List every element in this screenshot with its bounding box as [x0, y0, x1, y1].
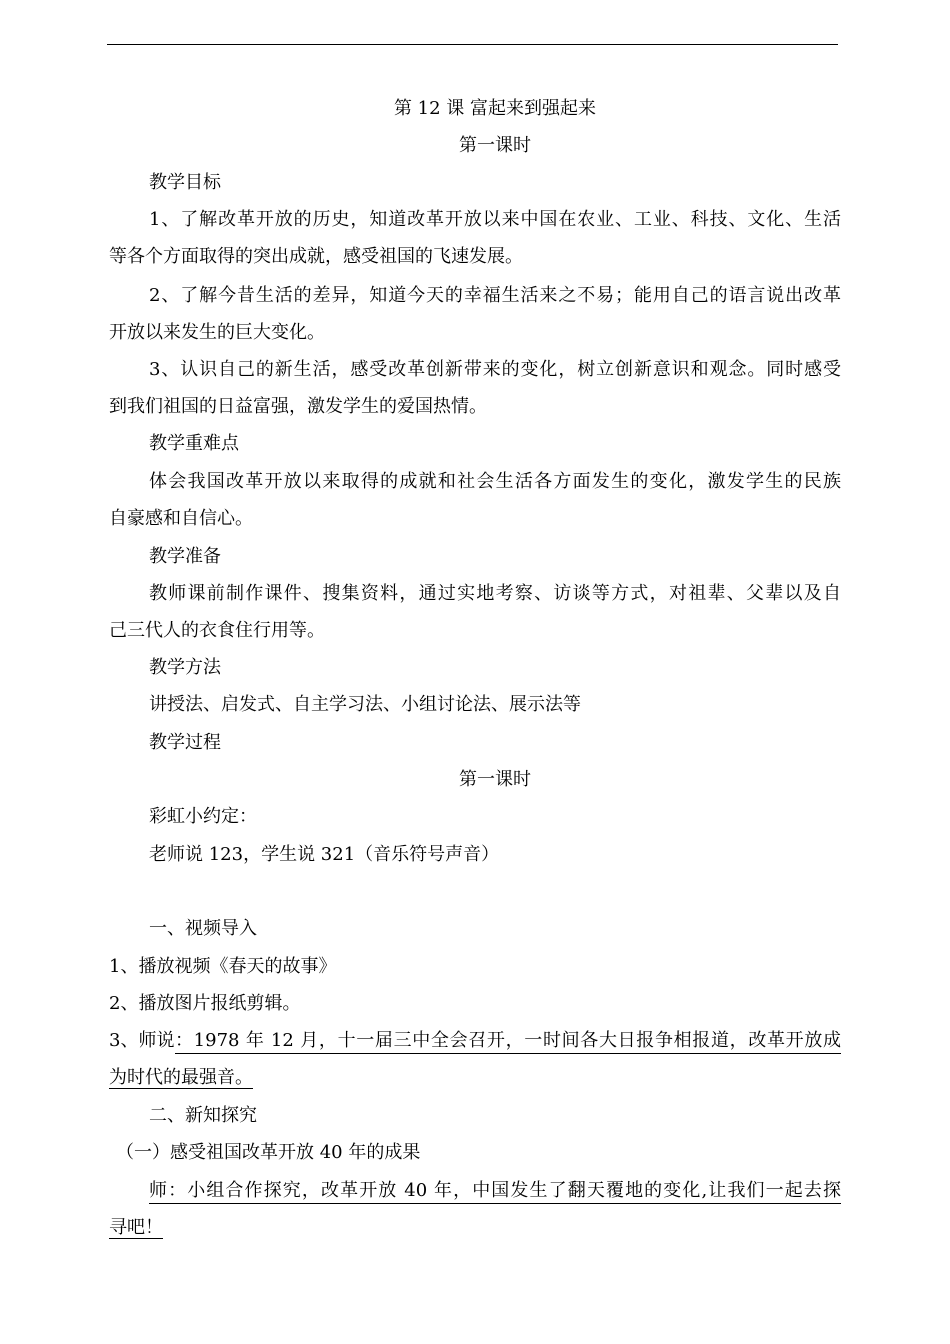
page-subtitle: 第一课时: [459, 135, 531, 156]
period-title: 第一课时: [459, 769, 531, 790]
preparation-heading: 教学准备: [149, 546, 221, 567]
process-heading: 教学过程: [149, 732, 221, 753]
part-2-heading: 二、新知探究: [149, 1105, 257, 1126]
goal-3-line-1: 3、认识自己的新生活，感受改革创新带来的变化，树立创新意识和观念。同时感受: [149, 359, 841, 380]
page-title: 第 12 课 富起来到强起来: [393, 98, 597, 119]
step-3-prefix: 3、师说: [109, 1030, 175, 1051]
teacher-line-1: 师：小组合作探究，改革开放 40 年，中国发生了翻天覆地的变化,让我们一起去探: [149, 1179, 841, 1204]
method-text: 讲授法、启发式、自主学习法、小组讨论法、展示法等: [149, 694, 581, 715]
rainbow-agreement-text: 老师说 123，学生说 321（音乐符号声音）: [149, 844, 500, 865]
rainbow-agreement-label: 彩虹小约定：: [149, 806, 257, 827]
step-1: 1、播放视频《春天的故事》: [109, 956, 337, 977]
step-2: 2、播放图片报纸剪辑。: [109, 993, 301, 1014]
key-points-heading: 教学重难点: [149, 433, 239, 454]
step-3-line-1: ：1978 年 12 月，十一届三中全会召开，一时间各大日报争相报道，改革开放成: [175, 1029, 841, 1054]
part-1-heading: 一、视频导入: [149, 918, 257, 939]
goal-3-line-2: 到我们祖国的日益富强，激发学生的爱国热情。: [109, 396, 487, 417]
key-points-line-2: 自豪感和自信心。: [109, 508, 253, 529]
subsection-1-heading: （一）感受祖国改革开放 40 年的成果: [116, 1142, 421, 1163]
key-points-line-1: 体会我国改革开放以来取得的成就和社会生活各方面发生的变化，激发学生的民族: [149, 471, 841, 492]
goal-2-line-1: 2、了解今昔生活的差异，知道今天的幸福生活来之不易；能用自己的语言说出改革: [149, 285, 841, 306]
goals-heading: 教学目标: [149, 172, 221, 193]
teacher-line-2: 寻吧！: [109, 1217, 163, 1238]
goal-2-line-2: 开放以来发生的巨大变化。: [109, 322, 325, 343]
goal-1-line-2: 等各个方面取得的突出成就，感受祖国的飞速发展。: [109, 246, 523, 267]
step-3-line-2: 为时代的最强音。: [109, 1067, 253, 1088]
preparation-line-2: 己三代人的衣食住行用等。: [109, 620, 325, 641]
goal-1-line-1: 1、了解改革开放的历史，知道改革开放以来中国在农业、工业、科技、文化、生活: [149, 209, 841, 230]
header-rule: [107, 44, 838, 45]
preparation-line-1: 教师课前制作课件、搜集资料，通过实地考察、访谈等方式，对祖辈、父辈以及自: [149, 583, 841, 604]
method-heading: 教学方法: [149, 657, 221, 678]
